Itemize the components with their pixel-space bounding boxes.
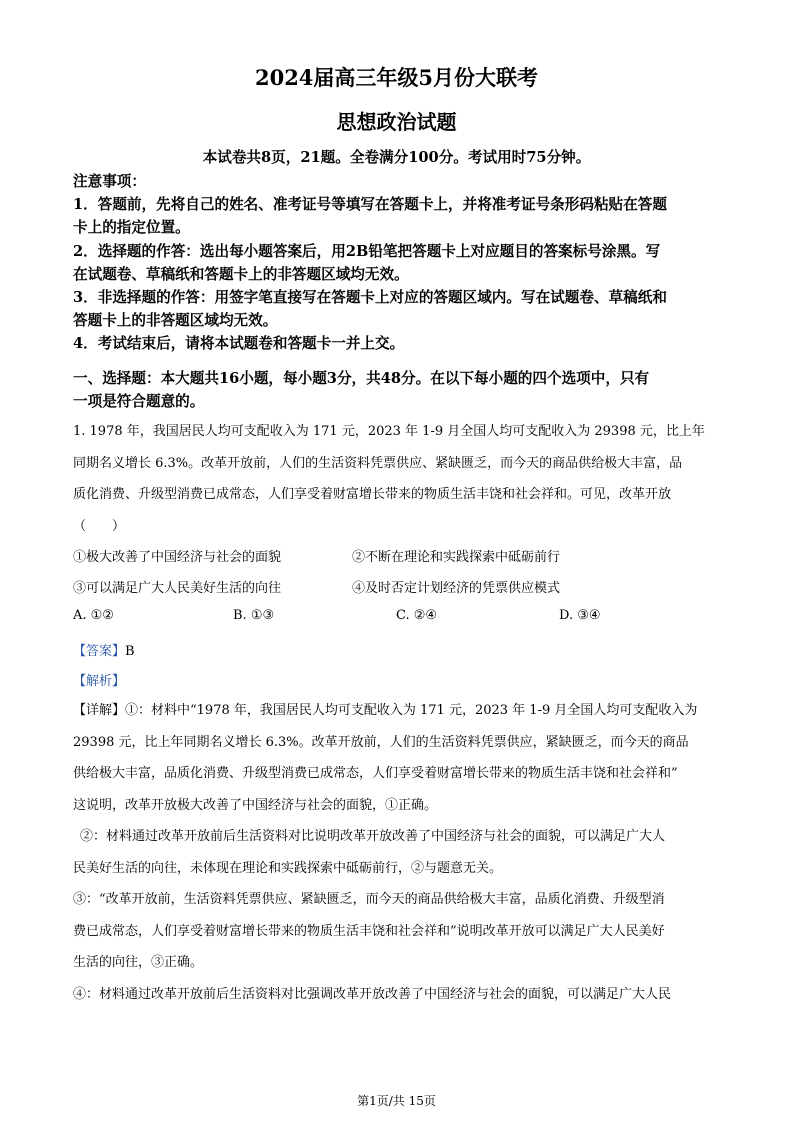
statement-1: ①极大改善了中国经济与社会的面貌 [73, 550, 282, 565]
notice-line: 4．考试结束后，请将本试题卷和答题卡一并上交。 [73, 335, 405, 353]
option-d: D. ③④ [559, 608, 601, 623]
detail-line: 供给极大丰富，品质化消费、升级型消费已成常态，人们享受着财富增长带来的物质生活丰饶和社会祥和” [73, 766, 678, 781]
section-line: 一项是符合题意的。 [73, 393, 205, 411]
answer-tag: 【答案】 [73, 644, 126, 659]
stem-line: 质化消费、升级型消费已成常态，人们享受着财富增长带来的物质生活丰饶和社会祥和。可见，改革开放 [73, 487, 672, 502]
stem-line: 1. 1978 年，我国居民人均可支配收入为 171 元，2023 年 1-9 月全国人均可支配收入为 29398 元，比上年 [73, 424, 705, 439]
detail-line: 费已成常态，人们享受着财富增长带来的物质生活丰饶和社会祥和”说明改革开放可以满足广大人民美好 [73, 923, 665, 939]
detail-line: ④：材料通过改革开放前后生活资料对比强调改革开放改善了中国经济与社会的面貌，可以满足广大人民 [73, 986, 672, 1002]
option-a: A. ①② [73, 608, 114, 623]
statement-3: ③可以满足广大人民美好生活的向往 [73, 581, 282, 596]
notice-line: 答题卡上的非答题区域均无效。 [73, 312, 278, 330]
answer-value: B [125, 644, 135, 659]
detail-tag: 【详解】 [73, 703, 126, 718]
stem-line: 同期名义增长 6.3%。改革开放前，人们的生活资料凭票供应、紧缺匮乏，而今天的商品供给极大丰富，品 [73, 455, 683, 471]
detail-line: ②：材料通过改革开放前后生活资料对比说明改革开放改善了中国经济与社会的面貌，可以满足广大人 [80, 829, 666, 844]
option-b: B. ①③ [233, 608, 275, 623]
section-line: 一、选择题：本大题共16小题，每小题3分，共48分。在以下每小题的四个选项中，只有 [73, 370, 650, 387]
notice-line: 在试题卷、草稿纸和答题卡上的非答题区域均无效。 [73, 265, 409, 283]
page-number: 第1页/共 15页 [357, 1094, 436, 1108]
exam-info: 本试卷共8页，21题。全卷满分100分。考试用时75分钟。 [202, 149, 591, 166]
section-heading [73, 367, 733, 413]
question-stem [73, 416, 723, 542]
detail-block [73, 695, 723, 1010]
option-c: C. ②④ [396, 608, 438, 623]
subject-title: 思想政治试题 [336, 110, 457, 134]
stem-line: （ ） [73, 518, 126, 534]
statement-4: ④及时否定计划经济的凭票供应模式 [352, 581, 561, 596]
detail-line: 这说明，改革开放极大改善了中国经济与社会的面貌，①正确。 [73, 797, 438, 813]
statement-2: ②不断在理论和实践探索中砥砺前行 [352, 550, 561, 565]
detail-line: 【详解】①：材料中“1978 年，我国居民人均可支配收入为 171 元，2023 年 1-9 月全国人均可支配收入为 [73, 703, 698, 718]
detail-line: 生活的向往，③正确。 [73, 955, 204, 970]
notice-line: 卡上的指定位置。 [73, 219, 190, 237]
exam-title: 2024届高三年级5月份大联考 [254, 65, 539, 90]
analysis-tag: 【解析】 [73, 674, 126, 689]
notice-block [73, 170, 733, 356]
detail-line: 29398 元，比上年同期名义增长 6.3%。改革开放前，人们的生活资料凭票供应，紧缺匮乏，而今天的商品 [73, 734, 689, 750]
detail-line: ③：“改革开放前，生活资料凭票供应、紧缺匮乏，而今天的商品供给极大丰富，品质化消费、升级型消 [73, 892, 665, 907]
detail-line: 民美好生活的向往，未体现在理论和实践探索中砥砺前行，②与题意无关。 [73, 860, 503, 876]
notice-line: 3．非选择题的作答：用签字笔直接写在答题卡上对应的答题区域内。写在试题卷、草稿纸和 [73, 289, 667, 307]
notice-line: 1．答题前，先将自己的姓名、准考证号等填写在答题卡上，并将准考证号条形码粘贴在答题 [73, 196, 667, 214]
notice-heading: 注意事项： [73, 173, 146, 190]
notice-line: 2．选择题的作答：选出每小题答案后，用2B铅笔把答题卡上对应题目的答案标号涂黑。写 [73, 242, 661, 260]
